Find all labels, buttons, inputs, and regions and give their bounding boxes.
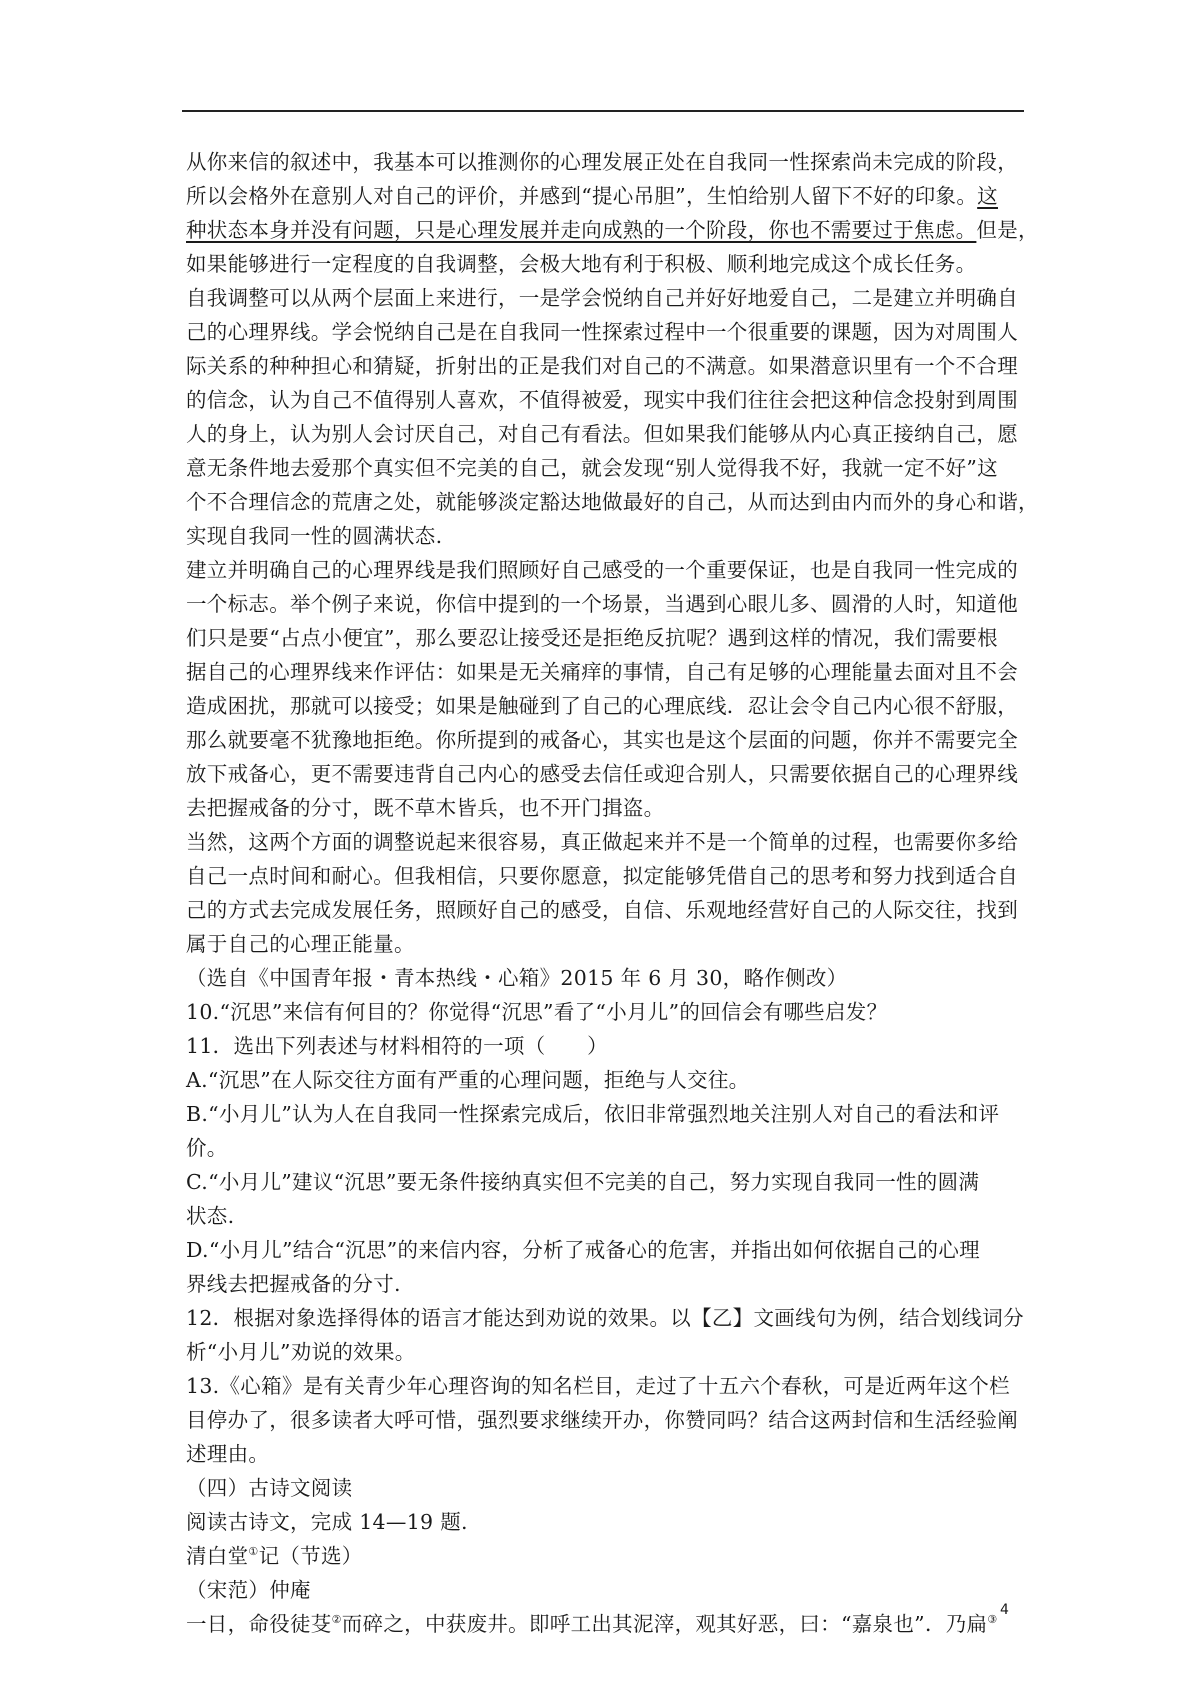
underlined-sentence: 种状态本身并没有问题，只是心理发展并走向成熟的一个阶段，你也不需要过于焦虑。: [186, 218, 977, 242]
text-line: 的信念，认为自己不值得别人喜欢，不值得被爱，现实中我们往往会把这种信念投射到周围: [186, 388, 1018, 412]
text-line: [186, 213, 1039, 247]
option-b: B.“小月儿”认为人在自我同一性探索完成后，依旧非常强烈地关注别人对自己的看法和评: [186, 1102, 1000, 1126]
text-line: 属于自己的心理正能量。: [186, 932, 415, 956]
option-d: D.“小月儿”结合“沉思”的来信内容，分析了戒备心的危害，并指出如何依据自己的心理: [186, 1238, 980, 1262]
text-line: 们只是要“占点小便宜”，那么要忍让接受还是拒绝反抗呢？遇到这样的情况，我们需要根: [186, 626, 998, 650]
text-span: 一日，命役徒芟: [186, 1612, 332, 1636]
text-line: 从你来信的叙述中，我基本可以推测你的心理发展正处在自我同一性探索尚未完成的阶段，: [186, 150, 1018, 174]
footnote-marker: ③: [987, 1613, 998, 1626]
title-text: 记（节选）: [258, 1544, 363, 1568]
option-d-cont: 界线去把握戒备的分寸.: [186, 1272, 401, 1296]
question-13-cont: 目停办了，很多读者大呼可惜，强烈要求继续开办，你赞同吗？结合这两封信和生活经验阐: [186, 1408, 1018, 1432]
text-line: 自己一点时间和耐心。但我相信，只要你愿意，拟定能够凭借自己的思考和努力找到适合自: [186, 864, 1018, 888]
option-c-cont: 状态.: [186, 1204, 235, 1228]
poem-author: （宋范）仲庵: [186, 1578, 311, 1602]
text-line: [186, 1607, 1026, 1641]
text-span: 但是，: [976, 218, 1039, 242]
text-line: 己的方式去完成发展任务，照顾好自己的感受，自信、乐观地经营好自己的人际交往，找到: [186, 898, 1018, 922]
option-a: A.“沉思”在人际交往方面有严重的心理问题，拒绝与人交往。: [186, 1068, 750, 1092]
footnote-marker: ①: [248, 1545, 259, 1558]
text-line: 那么就要毫不犹豫地拒绝。你所提到的戒备心，其实也是这个层面的问题，你并不需要完全: [186, 728, 1018, 752]
question-11: 11．选出下列表述与材料相符的一项（ ）: [186, 1034, 608, 1058]
text-line: 当然，这两个方面的调整说起来很容易，真正做起来并不是一个简单的过程，也需要你多给: [186, 830, 1018, 854]
question-13: 13.《心箱》是有关青少年心理咨询的知名栏目，走过了十五六个春秋，可是近两年这个栏: [186, 1374, 1010, 1398]
text-line: [186, 179, 1026, 213]
source-citation: （选自《中国青年报・青本热线・心箱》2015 年 6 月 30，略作侧改）: [186, 966, 848, 990]
text-line: 据自己的心理界线来作评估：如果是无关痛痒的事情，自己有足够的心理能量去面对且不会: [186, 660, 1018, 684]
question-12: 12．根据对象选择得体的语言才能达到劝说的效果。以【乙】文画线句为例，结合划线词分: [186, 1306, 1024, 1330]
text-span: 所以会格外在意别人对自己的评价，并感到“提心吊胆”，生怕给别人留下不好的印象。: [186, 184, 978, 208]
text-line: 建立并明确自己的心理界线是我们照顾好自己感受的一个重要保证，也是自我同一性完成的: [186, 558, 1018, 582]
section-instruction: 阅读古诗文，完成 14—19 题.: [186, 1510, 468, 1534]
text-line: 实现自我同一性的圆满状态.: [186, 524, 443, 548]
option-c: C.“小月儿”建议“沉思”要无条件接纳真实但不完美的自己，努力实现自我同一性的圆满: [186, 1170, 980, 1194]
footnote-marker: ②: [331, 1613, 342, 1626]
header-rule: [182, 110, 1024, 112]
underlined-sentence: 这: [977, 184, 998, 208]
option-b-cont: 价。: [186, 1136, 228, 1160]
text-line: 个不合理信念的荒唐之处，就能够淡定豁达地做最好的自己，从而达到由内而外的身心和谐，: [186, 490, 1039, 514]
text-line: 人的身上，认为别人会讨厌自己，对自己有看法。但如果我们能够从内心真正接纳自己，愿: [186, 422, 1018, 446]
text-line: 去把握戒备的分寸，既不草木皆兵，也不开门揖盗。: [186, 796, 665, 820]
text-line: 放下戒备心，更不需要违背自己内心的感受去信任或迎合别人，只需要依据自己的心理界线: [186, 762, 1018, 786]
question-13-end: 述理由。: [186, 1442, 270, 1466]
text-line: 如果能够进行一定程度的自我调整，会极大地有利于积极、顺利地完成这个成长任务。: [186, 252, 977, 276]
section-heading: （四）古诗文阅读: [186, 1476, 353, 1500]
page-number: 4: [1000, 1602, 1009, 1618]
question-10: 10.“沉思”来信有何目的？你觉得“沉思”看了“小月儿”的回信会有哪些启发？: [186, 1000, 888, 1024]
text-line: 自我调整可以从两个层面上来进行，一是学会悦纳自己并好好地爱自己，二是建立并明确自: [186, 286, 1018, 310]
document-body: [186, 145, 1039, 1641]
text-line: 造成困扰，那就可以接受；如果是触碰到了自己的心理底线．忍让会令自己内心很不舒服，: [186, 694, 1018, 718]
question-12-cont: 析“小月儿”劝说的效果。: [186, 1340, 416, 1364]
text-line: 意无条件地去爱那个真实但不完美的自己，就会发现“别人觉得我不好，我就一定不好”这: [186, 456, 998, 480]
text-line: 际关系的种种担心和猜疑，折射出的正是我们对自己的不满意。如果潜意识里有一个不合理: [186, 354, 1018, 378]
poem-title: [186, 1539, 1026, 1573]
text-line: 己的心理界线。学会悦纳自己是在自我同一性探索过程中一个很重要的课题，因为对周围人: [186, 320, 1018, 344]
text-line: 一个标志。举个例子来说，你信中提到的一个场景，当遇到心眼儿多、圆滑的人时，知道他: [186, 592, 1018, 616]
title-text: 清白堂: [186, 1544, 249, 1568]
text-span: 而碎之，中获废井。即呼工出其泥滓，观其好恶，曰：“嘉泉也”．乃扁: [341, 1612, 988, 1636]
